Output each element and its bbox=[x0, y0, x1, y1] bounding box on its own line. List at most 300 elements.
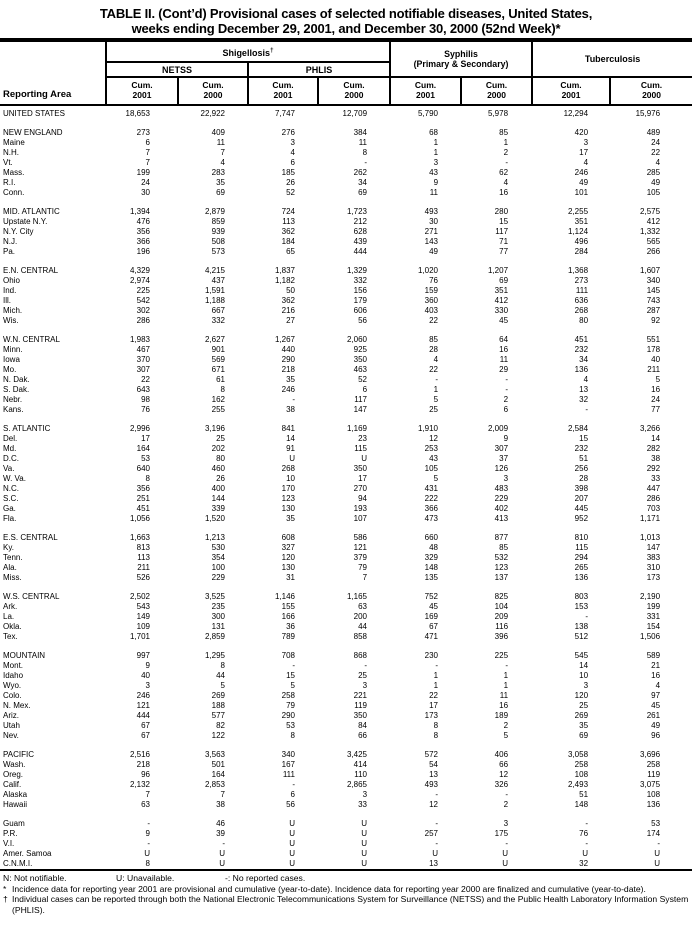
value-cell: 445 bbox=[574, 504, 589, 513]
value-cell: U bbox=[654, 859, 661, 868]
value-cell: 261 bbox=[646, 711, 661, 720]
value-cell: 17 bbox=[579, 148, 589, 157]
value-cell: 939 bbox=[211, 227, 225, 236]
value-cell: 33 bbox=[358, 800, 368, 809]
value-cell: 9 bbox=[145, 829, 150, 838]
value-cell: 1,213 bbox=[204, 533, 225, 542]
table-row bbox=[0, 661, 692, 671]
footnote-dagger-text: Individual cases can be reported through both the National Electronic Telecommunications System for Surveillance (NETSS) and the Public Health Laboratory Information System (PHLIS). bbox=[12, 894, 689, 915]
value-cell: 25 bbox=[579, 701, 589, 710]
value-cell: U bbox=[289, 849, 295, 858]
value-cell: 173 bbox=[424, 711, 439, 720]
reporting-area-cell: N.Y. City bbox=[3, 227, 34, 236]
value-cell: 1 bbox=[433, 671, 439, 680]
value-cell: 101 bbox=[574, 188, 589, 197]
value-cell: 810 bbox=[574, 533, 589, 542]
value-cell: 2,575 bbox=[640, 207, 661, 216]
table-row bbox=[0, 760, 692, 770]
reporting-area-cell: MID. ATLANTIC bbox=[3, 207, 60, 216]
value-cell: U bbox=[654, 849, 661, 858]
value-cell: 22 bbox=[651, 148, 661, 157]
value-cell: 131 bbox=[211, 622, 225, 631]
value-cell: 211 bbox=[137, 563, 150, 572]
value-cell: 493 bbox=[424, 780, 439, 789]
value-cell: 115 bbox=[354, 444, 368, 453]
value-cell: 366 bbox=[424, 504, 439, 513]
value-cell: 268 bbox=[281, 464, 295, 473]
value-cell: 200 bbox=[353, 612, 368, 621]
value-cell: 44 bbox=[216, 671, 225, 680]
value-cell: 360 bbox=[424, 296, 439, 305]
reporting-area-cell: Fla. bbox=[3, 514, 17, 523]
value-cell: 31 bbox=[286, 573, 295, 582]
table-row bbox=[0, 266, 692, 276]
col-header-netss-2000: Cum. 2000 bbox=[178, 77, 248, 105]
value-cell: 15 bbox=[499, 217, 509, 226]
table-row bbox=[0, 573, 692, 583]
value-cell: 22 bbox=[429, 691, 439, 700]
value-cell: 2,584 bbox=[568, 424, 589, 433]
value-cell: 444 bbox=[353, 247, 368, 256]
value-cell: - bbox=[585, 612, 589, 621]
value-cell: 121 bbox=[136, 701, 150, 710]
reporting-area-cell: N.H. bbox=[3, 148, 19, 157]
value-cell: 29 bbox=[499, 365, 509, 374]
value-cell: 4 bbox=[220, 158, 225, 167]
value-cell: 543 bbox=[136, 602, 150, 611]
value-cell: 49 bbox=[579, 178, 589, 187]
table-row bbox=[0, 128, 692, 138]
value-cell: 6 bbox=[290, 790, 295, 799]
reporting-area-cell: Upstate N.Y. bbox=[3, 217, 48, 226]
value-cell: 1,520 bbox=[204, 514, 225, 523]
value-cell: 586 bbox=[353, 533, 368, 542]
value-cell: 67 bbox=[429, 622, 439, 631]
value-cell: 108 bbox=[646, 790, 661, 799]
reporting-area-cell: Wyo. bbox=[3, 681, 22, 690]
table-row bbox=[0, 701, 692, 711]
reporting-area-cell: Va. bbox=[3, 464, 15, 473]
value-cell: 273 bbox=[574, 276, 589, 285]
value-cell: 169 bbox=[424, 612, 439, 621]
value-cell: 356 bbox=[136, 484, 150, 493]
value-cell: 225 bbox=[494, 651, 509, 660]
value-cell: 412 bbox=[494, 296, 509, 305]
value-cell: 1,267 bbox=[274, 335, 295, 344]
shigellosis-group-header bbox=[106, 40, 390, 62]
syphilis-label-line2: (Primary & Secondary) bbox=[413, 59, 509, 69]
value-cell: 340 bbox=[281, 750, 295, 759]
value-cell: 16 bbox=[499, 701, 509, 710]
value-cell: 7 bbox=[362, 573, 368, 582]
table-row bbox=[0, 711, 692, 721]
value-cell: 451 bbox=[574, 335, 589, 344]
value-cell: 2,974 bbox=[129, 276, 150, 285]
value-cell: U bbox=[289, 829, 295, 838]
table-row bbox=[0, 533, 692, 543]
value-cell: 1,910 bbox=[417, 424, 439, 433]
value-cell: 476 bbox=[136, 217, 150, 226]
table-row bbox=[0, 385, 692, 395]
value-cell: 147 bbox=[646, 543, 661, 552]
table-row bbox=[0, 602, 692, 612]
value-cell: 1,146 bbox=[274, 592, 295, 601]
value-cell: 565 bbox=[646, 237, 661, 246]
value-cell: 290 bbox=[281, 355, 295, 364]
value-cell: 26 bbox=[286, 178, 295, 187]
value-cell: 126 bbox=[494, 464, 509, 473]
value-cell: 4,215 bbox=[204, 266, 225, 275]
value-cell: 159 bbox=[424, 286, 439, 295]
value-cell: - bbox=[585, 405, 589, 414]
value-cell: 901 bbox=[211, 345, 225, 354]
value-cell: 8 bbox=[290, 731, 295, 740]
value-cell: 493 bbox=[424, 207, 439, 216]
value-cell: - bbox=[364, 158, 368, 167]
value-cell: 451 bbox=[136, 504, 150, 513]
value-cell: 6 bbox=[362, 385, 368, 394]
value-cell: 273 bbox=[136, 128, 150, 137]
reporting-area-cell: Ind. bbox=[3, 286, 17, 295]
value-cell: U bbox=[361, 859, 368, 868]
section-gap bbox=[0, 415, 692, 424]
reporting-area-cell: Tenn. bbox=[3, 553, 23, 562]
value-cell: 1,329 bbox=[346, 266, 368, 275]
table-row bbox=[0, 553, 692, 563]
value-cell: 66 bbox=[499, 760, 509, 769]
value-cell: 246 bbox=[574, 168, 589, 177]
table-row bbox=[0, 504, 692, 514]
value-cell: 162 bbox=[211, 395, 225, 404]
value-cell: 1,394 bbox=[129, 207, 150, 216]
value-cell: 858 bbox=[353, 632, 368, 641]
value-cell: 724 bbox=[281, 207, 295, 216]
value-cell: 67 bbox=[141, 721, 150, 730]
reporting-area-cell: Nebr. bbox=[3, 395, 23, 404]
value-cell: 80 bbox=[579, 316, 589, 325]
value-cell: 23 bbox=[358, 434, 368, 443]
value-cell: 164 bbox=[211, 770, 225, 779]
value-cell: 406 bbox=[494, 750, 509, 759]
value-cell: 18,653 bbox=[125, 109, 150, 118]
value-cell: 119 bbox=[647, 770, 661, 779]
value-cell: 286 bbox=[646, 494, 661, 503]
table-row bbox=[0, 168, 692, 178]
value-cell: 350 bbox=[353, 464, 368, 473]
value-cell: 43 bbox=[429, 454, 439, 463]
value-cell: 258 bbox=[646, 760, 661, 769]
value-cell: 64 bbox=[499, 335, 509, 344]
value-cell: 302 bbox=[136, 306, 150, 315]
value-cell: 577 bbox=[211, 711, 225, 720]
value-cell: 62 bbox=[499, 168, 509, 177]
value-cell: 76 bbox=[429, 276, 439, 285]
value-cell: 7 bbox=[145, 790, 150, 799]
reporting-area-cell: N.C. bbox=[3, 484, 19, 493]
value-cell: 109 bbox=[136, 622, 150, 631]
value-cell: 196 bbox=[136, 247, 150, 256]
value-cell: 235 bbox=[211, 602, 225, 611]
value-cell: U bbox=[289, 819, 295, 828]
value-cell: 1,171 bbox=[640, 514, 661, 523]
dagger-superscript: † bbox=[269, 46, 274, 54]
value-cell: 255 bbox=[211, 405, 225, 414]
value-cell: 1,020 bbox=[417, 266, 439, 275]
value-cell: 117 bbox=[354, 395, 368, 404]
value-cell: 71 bbox=[499, 237, 509, 246]
footnote-star-text: Incidence data for reporting year 2001 are provisional and cumulative (year-to-date). Incidence data for reporting year 2000 are finalized and cumulative (year-to-date). bbox=[12, 883, 646, 894]
value-cell: U bbox=[432, 849, 439, 858]
col-header-phlis-2000: Cum. 2000 bbox=[318, 77, 390, 105]
value-cell: 660 bbox=[424, 533, 439, 542]
value-cell: 122 bbox=[211, 731, 225, 740]
value-cell: 43 bbox=[429, 168, 439, 177]
reporting-area-cell: Ill. bbox=[3, 296, 11, 305]
value-cell: 12 bbox=[499, 770, 509, 779]
syphilis-label-line1: Syphilis bbox=[444, 49, 478, 59]
value-cell: 3 bbox=[503, 474, 509, 483]
value-cell: 2,060 bbox=[346, 335, 368, 344]
value-cell: 232 bbox=[574, 444, 589, 453]
value-cell: 290 bbox=[281, 711, 295, 720]
value-cell: 25 bbox=[358, 671, 368, 680]
value-cell: 2,996 bbox=[129, 424, 150, 433]
value-cell: 6 bbox=[145, 138, 150, 147]
value-cell: 251 bbox=[136, 494, 150, 503]
value-cell: 4 bbox=[290, 148, 295, 157]
value-cell: 14 bbox=[286, 434, 295, 443]
value-cell: 54 bbox=[429, 760, 439, 769]
value-cell: 460 bbox=[211, 464, 225, 473]
value-cell: 222 bbox=[424, 494, 439, 503]
value-cell: 351 bbox=[574, 217, 589, 226]
value-cell: 218 bbox=[136, 760, 150, 769]
footnote-dagger-marker: † bbox=[3, 894, 8, 904]
reporting-area-cell: W.N. CENTRAL bbox=[3, 335, 60, 344]
table-title-line2: weeks ending December 29, 2001, and December 30, 2000 (52nd Week)* bbox=[131, 21, 561, 36]
value-cell: 69 bbox=[579, 731, 589, 740]
value-cell: 4 bbox=[583, 375, 589, 384]
value-cell: 256 bbox=[574, 464, 589, 473]
reporting-area-cell: Ala. bbox=[3, 563, 17, 572]
table-row bbox=[0, 316, 692, 326]
value-cell: 26 bbox=[216, 474, 225, 483]
table-row bbox=[0, 671, 692, 681]
table-row bbox=[0, 395, 692, 405]
value-cell: 113 bbox=[282, 217, 295, 226]
value-cell: 5 bbox=[433, 395, 439, 404]
value-cell: 5 bbox=[655, 375, 661, 384]
value-cell: 5 bbox=[220, 681, 225, 690]
reporting-area-cell: Okla. bbox=[3, 622, 22, 631]
value-cell: 13 bbox=[579, 385, 589, 394]
value-cell: 211 bbox=[647, 365, 661, 374]
value-cell: 3 bbox=[503, 819, 509, 828]
value-cell: 1,368 bbox=[568, 266, 589, 275]
value-cell: 130 bbox=[281, 504, 295, 513]
value-cell: 6 bbox=[290, 158, 295, 167]
value-cell: 952 bbox=[574, 514, 589, 523]
reporting-area-cell: Vt. bbox=[3, 158, 13, 167]
value-cell: 22,922 bbox=[200, 109, 225, 118]
value-cell: 743 bbox=[646, 296, 661, 305]
reporting-area-cell: Ark. bbox=[3, 602, 18, 611]
value-cell: 130 bbox=[281, 563, 295, 572]
value-cell: 7 bbox=[145, 148, 150, 157]
reporting-area-cell: N.J. bbox=[3, 237, 18, 246]
value-cell: 16 bbox=[499, 188, 509, 197]
reporting-area-cell: NEW ENGLAND bbox=[3, 128, 63, 137]
value-cell: 2,009 bbox=[488, 424, 509, 433]
shigellosis-label: Shigellosis bbox=[222, 47, 270, 58]
value-cell: 350 bbox=[353, 355, 368, 364]
value-cell: 412 bbox=[646, 217, 661, 226]
value-cell: 7 bbox=[220, 790, 225, 799]
value-cell: 2 bbox=[503, 721, 509, 730]
value-cell: 56 bbox=[286, 800, 295, 809]
value-cell: 8 bbox=[220, 661, 225, 670]
value-cell: 1 bbox=[433, 148, 439, 157]
value-cell: 136 bbox=[574, 573, 589, 582]
value-cell: 10 bbox=[286, 474, 295, 483]
reporting-area-cell: Ga. bbox=[3, 504, 16, 513]
value-cell: 15 bbox=[579, 434, 589, 443]
value-cell: 167 bbox=[281, 760, 295, 769]
table-row bbox=[0, 217, 692, 227]
reporting-area-cell: W.S. CENTRAL bbox=[3, 592, 60, 601]
value-cell: 179 bbox=[353, 296, 368, 305]
value-cell: 3,196 bbox=[204, 424, 225, 433]
value-cell: 77 bbox=[499, 247, 509, 256]
value-cell: U bbox=[289, 454, 295, 463]
value-cell: 188 bbox=[211, 701, 225, 710]
value-cell: 859 bbox=[211, 217, 225, 226]
value-cell: 25 bbox=[429, 405, 439, 414]
value-cell: 37 bbox=[499, 454, 509, 463]
value-cell: 246 bbox=[281, 385, 295, 394]
value-cell: 69 bbox=[358, 188, 368, 197]
value-cell: 17 bbox=[141, 434, 150, 443]
value-cell: 339 bbox=[211, 504, 225, 513]
table-row bbox=[0, 721, 692, 731]
table-row bbox=[0, 622, 692, 632]
value-cell: 11 bbox=[358, 138, 368, 147]
table-row bbox=[0, 780, 692, 790]
value-cell: 30 bbox=[429, 217, 439, 226]
value-cell: 3,075 bbox=[640, 780, 661, 789]
reporting-area-cell: Mo. bbox=[3, 365, 17, 374]
value-cell: 11 bbox=[216, 138, 225, 147]
reporting-area-cell: MOUNTAIN bbox=[3, 651, 46, 660]
value-cell: 437 bbox=[211, 276, 225, 285]
table-row bbox=[0, 484, 692, 494]
value-cell: 14 bbox=[579, 661, 589, 670]
value-cell: 9 bbox=[145, 661, 150, 670]
table-row bbox=[0, 474, 692, 484]
value-cell: - bbox=[292, 395, 295, 404]
col-header-syphilis-2000: Cum. 2000 bbox=[461, 77, 532, 105]
value-cell: 24 bbox=[141, 178, 150, 187]
table-row bbox=[0, 731, 692, 741]
value-cell: 46 bbox=[216, 819, 225, 828]
value-cell: 310 bbox=[646, 563, 661, 572]
value-cell: 40 bbox=[141, 671, 150, 680]
value-cell: 69 bbox=[216, 188, 225, 197]
reporting-area-cell: Wis. bbox=[3, 316, 19, 325]
value-cell: 569 bbox=[211, 355, 225, 364]
value-cell: 1 bbox=[433, 385, 439, 394]
value-cell: 398 bbox=[574, 484, 589, 493]
value-cell: 3,266 bbox=[640, 424, 661, 433]
value-cell: 362 bbox=[281, 227, 295, 236]
value-cell: 22 bbox=[429, 316, 439, 325]
value-cell: 45 bbox=[429, 602, 439, 611]
reporting-area-cell: N. Mex. bbox=[3, 701, 31, 710]
value-cell: 35 bbox=[286, 514, 295, 523]
value-cell: 440 bbox=[281, 345, 295, 354]
value-cell: 307 bbox=[494, 444, 509, 453]
value-cell: 11 bbox=[499, 691, 509, 700]
value-cell: - bbox=[505, 839, 509, 848]
value-cell: 606 bbox=[353, 306, 368, 315]
reporting-area-cell: Md. bbox=[3, 444, 17, 453]
value-cell: 155 bbox=[281, 602, 295, 611]
value-cell: 113 bbox=[137, 553, 150, 562]
reporting-area-cell: Oreg. bbox=[3, 770, 24, 779]
value-cell: - bbox=[147, 819, 150, 828]
value-cell: 269 bbox=[211, 691, 225, 700]
value-cell: 123 bbox=[494, 563, 509, 572]
value-cell: 370 bbox=[136, 355, 150, 364]
value-cell: 362 bbox=[281, 296, 295, 305]
value-cell: - bbox=[435, 819, 439, 828]
value-cell: 111 bbox=[575, 286, 589, 295]
value-cell: 483 bbox=[494, 484, 509, 493]
table-row bbox=[0, 138, 692, 148]
value-cell: 49 bbox=[651, 721, 661, 730]
value-cell: 285 bbox=[646, 168, 661, 177]
table-row bbox=[0, 790, 692, 800]
value-cell: 1,332 bbox=[640, 227, 661, 236]
reporting-area-cell: Utah bbox=[3, 721, 20, 730]
value-cell: 286 bbox=[136, 316, 150, 325]
syphilis-group-header bbox=[390, 40, 532, 77]
reporting-area-cell: Maine bbox=[3, 138, 25, 147]
value-cell: 409 bbox=[211, 128, 225, 137]
value-cell: 589 bbox=[646, 651, 661, 660]
value-cell: 91 bbox=[286, 444, 295, 453]
value-cell: 402 bbox=[494, 504, 509, 513]
value-cell: 100 bbox=[211, 563, 225, 572]
value-cell: 1,295 bbox=[204, 651, 225, 660]
value-cell: 356 bbox=[136, 227, 150, 236]
value-cell: 354 bbox=[211, 553, 225, 562]
table-row bbox=[0, 444, 692, 454]
reporting-area-cell: PACIFIC bbox=[3, 750, 34, 759]
reporting-area-cell: Colo. bbox=[3, 691, 22, 700]
value-cell: 268 bbox=[574, 306, 589, 315]
value-cell: 53 bbox=[286, 721, 295, 730]
value-cell: 175 bbox=[494, 829, 509, 838]
value-cell: 640 bbox=[136, 464, 150, 473]
reporting-area-cell: E.S. CENTRAL bbox=[3, 533, 58, 542]
value-cell: 643 bbox=[136, 385, 150, 394]
value-cell: 258 bbox=[281, 691, 295, 700]
value-cell: 2 bbox=[503, 800, 509, 809]
value-cell: 225 bbox=[136, 286, 150, 295]
reporting-area-cell: UNITED STATES bbox=[3, 109, 65, 118]
value-cell: 28 bbox=[579, 474, 589, 483]
